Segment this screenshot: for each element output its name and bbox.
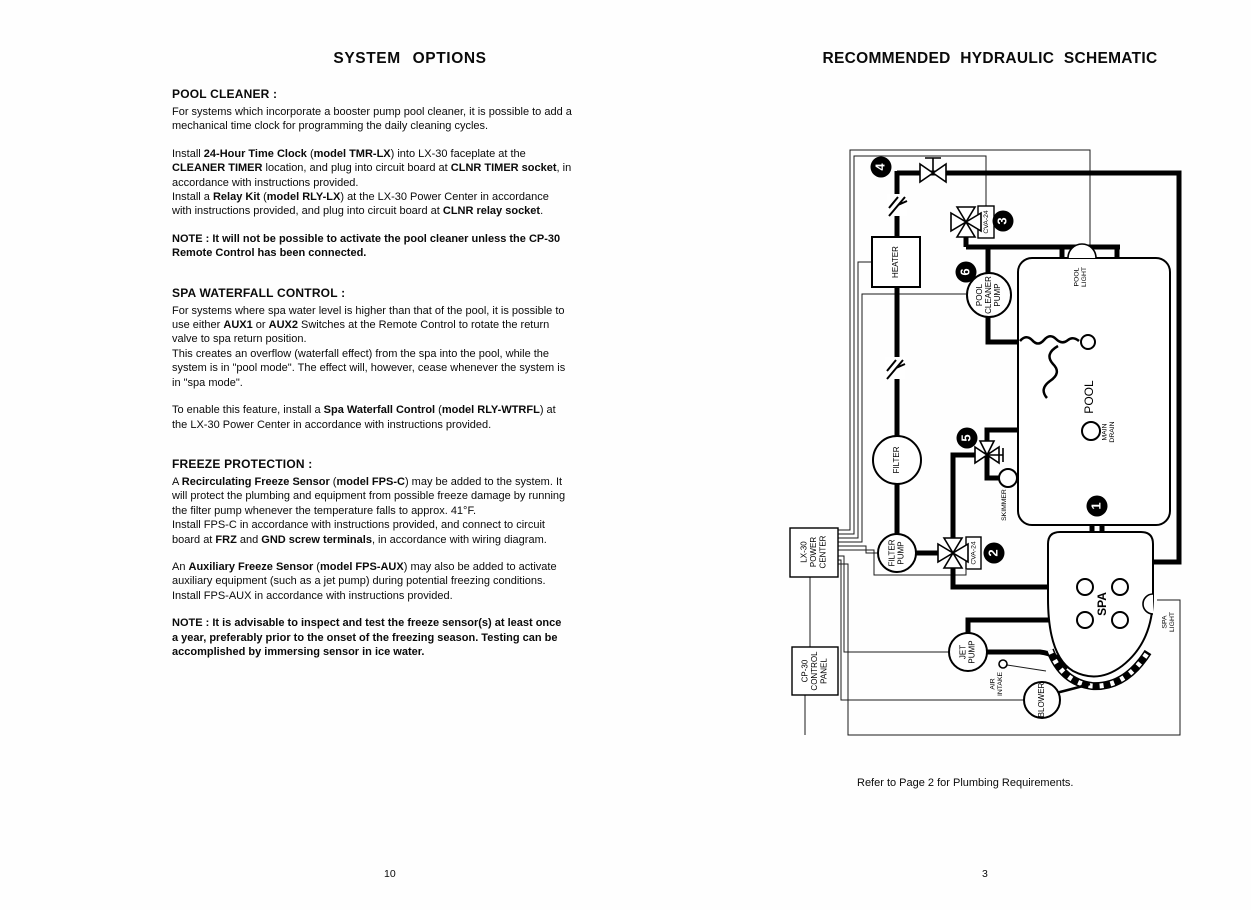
text-line xyxy=(172,418,688,432)
wire-air-intake xyxy=(1007,665,1046,671)
text-line xyxy=(172,631,688,645)
text-segment: will protect the plumbing and equipment from possible freeze damage by running xyxy=(172,490,566,503)
text-segment: Relay Kit xyxy=(212,191,261,204)
text-line xyxy=(172,403,688,417)
text-line xyxy=(172,318,688,332)
spa-jet xyxy=(1112,579,1128,595)
paragraph xyxy=(172,403,688,432)
text-line xyxy=(172,332,688,346)
right-page-title: RECOMMENDED HYDRAULIC SCHEMATIC xyxy=(822,50,1158,67)
text-line xyxy=(172,119,688,133)
power-center-label: LX-30POWERCENTER xyxy=(799,535,828,569)
text-segment: Install a xyxy=(172,191,213,204)
badge-3-num: 3 xyxy=(994,217,1010,225)
text-segment: CLNR relay socket xyxy=(442,205,541,218)
section-heading: POOL CLEANER : xyxy=(172,87,278,101)
air-intake-port xyxy=(999,660,1007,668)
paragraph xyxy=(172,616,688,659)
text-segment: ) at the LX-30 Power Center in accordance xyxy=(340,191,549,204)
skimmer-port xyxy=(999,469,1017,487)
text-line xyxy=(172,589,688,603)
text-line xyxy=(172,105,688,119)
text-segment: FRZ xyxy=(215,533,237,546)
text-segment: A xyxy=(172,475,182,488)
section-heading: FREEZE PROTECTION : xyxy=(172,456,313,471)
text-line xyxy=(172,504,688,518)
text-segment: Install FPS-AUX in accordance with instructions provided. xyxy=(172,589,453,602)
spa xyxy=(999,532,1153,693)
text-segment: use either xyxy=(172,319,224,332)
section xyxy=(172,86,688,261)
text-line xyxy=(172,304,688,318)
text-segment: An xyxy=(172,560,189,573)
text-line xyxy=(172,376,688,390)
text-segment: ( xyxy=(260,191,267,204)
main-drain-port xyxy=(1082,422,1100,440)
wire-heater xyxy=(838,262,872,538)
pool-light-label: POOLLIGHT xyxy=(1073,266,1088,288)
text-line xyxy=(172,560,688,574)
schematic-caption: Refer to Page 2 for Plumbing Requirements. xyxy=(857,777,1074,789)
text-segment: the filter pump whenever the temperature falls to approx. 41°F. xyxy=(172,504,477,517)
badge-1-num: 1 xyxy=(1088,502,1104,510)
badge-4-num: 4 xyxy=(872,163,888,171)
text-segment: For systems which incorporate a booster pump pool cleaner, it is possible to add a xyxy=(172,106,572,118)
text-line xyxy=(172,246,688,260)
text-segment: Recirculating Freeze Sensor xyxy=(181,475,330,488)
pool-label: POOL xyxy=(1082,380,1097,414)
text-line xyxy=(172,533,688,547)
text-segment: ( xyxy=(329,475,337,488)
text-segment: the LX-30 Power Center in accordance with instructions provided. xyxy=(172,418,492,431)
text-segment: ) at xyxy=(539,404,556,417)
text-segment: model TMR-LX xyxy=(313,147,391,160)
text-segment: NOTE : It will not be possible to activate the pool cleaner unless the CP-30 xyxy=(172,232,561,245)
text-segment: model FPS-C xyxy=(336,475,405,488)
text-segment: 24-Hour Time Clock xyxy=(203,147,307,160)
section xyxy=(172,456,688,659)
paragraph xyxy=(172,560,688,603)
text-line xyxy=(172,518,688,532)
text-line xyxy=(172,489,688,503)
text-segment: model RLY-LX xyxy=(266,191,341,204)
text-segment: NOTE : It is advisable to inspect and test the freeze sensor(s) at least once xyxy=(172,617,562,630)
right-page-number: 3 xyxy=(982,868,988,880)
text-segment: accordance with instructions provided. xyxy=(172,176,359,189)
text-segment: Remote Control has been connected. xyxy=(172,247,367,260)
section xyxy=(172,285,688,432)
text-line xyxy=(172,645,688,659)
paragraph xyxy=(172,232,688,261)
text-segment: AUX2 xyxy=(268,319,298,332)
text-line xyxy=(172,232,688,246)
text-segment: GND screw terminals xyxy=(261,533,372,546)
spa-jet xyxy=(1112,612,1128,628)
badge-5-num: 5 xyxy=(958,434,974,442)
text-segment: board at xyxy=(172,533,216,546)
manual-valve-4 xyxy=(920,158,946,182)
skimmer-label: SKIMMER xyxy=(1000,489,1008,521)
section-heading: SPA WATERFALL CONTROL : xyxy=(172,285,346,300)
text-segment: . xyxy=(540,205,544,218)
text-segment: a year, preferably prior to the onset of the freezing season. Testing can be xyxy=(172,631,558,644)
valve-top-label: CVA-24 xyxy=(982,210,990,234)
three-way-valve-3 xyxy=(951,207,981,237)
left-page-title: SYSTEM OPTIONS xyxy=(333,50,487,67)
paragraph xyxy=(172,105,688,134)
text-segment: To enable this feature, install a xyxy=(172,404,324,417)
spa-light-label: SPALIGHT xyxy=(1161,611,1176,633)
three-way-valve-2 xyxy=(938,538,968,568)
text-segment: system is in "pool mode". The effect will, however, cease whenever the system is xyxy=(172,362,566,375)
paragraph xyxy=(172,475,688,547)
text-segment: auxiliary equipment (such as a jet pump) during potential freezing conditions. xyxy=(172,575,546,588)
spa-label: SPA xyxy=(1095,592,1110,616)
jet-pump-label: JETPUMP xyxy=(958,640,977,664)
text-segment: with instructions provided, and plug into circuit board at xyxy=(172,205,443,218)
text-segment: or xyxy=(252,319,269,332)
pipe-cleaner-pump-out xyxy=(988,316,1020,342)
text-segment: Switches at the Remote Control to rotate the return xyxy=(297,319,550,332)
filter-pump-label: FILTERPUMP xyxy=(887,539,906,567)
wire-cleaner-pump xyxy=(838,294,966,542)
text-segment: Install FPS-C in accordance with instructions provided, and connect to circuit xyxy=(172,519,545,532)
text-segment: location, and plug into circuit board at xyxy=(262,162,451,175)
heater-label: HEATER xyxy=(891,246,901,278)
text-segment: model RLY-WTRFL xyxy=(441,404,540,417)
control-panel-label: CP-30CONTROLPANEL xyxy=(800,651,829,691)
text-segment: Install xyxy=(172,147,204,160)
text-segment: Spa Waterfall Control xyxy=(323,404,436,417)
pool-cleaner-head xyxy=(1081,335,1095,349)
text-segment: mechanical time clock for programming the daily cleaning cycles. xyxy=(172,120,489,133)
text-segment: CLNR TIMER socket xyxy=(450,162,557,175)
left-sections xyxy=(172,86,688,683)
paragraph xyxy=(172,147,688,219)
text-segment: ) into LX-30 faceplate at the xyxy=(390,147,526,160)
paragraph xyxy=(172,304,688,390)
text-line xyxy=(172,204,688,218)
text-segment: CLEANER TIMER xyxy=(172,162,263,175)
badge-2-num: 2 xyxy=(985,549,1001,557)
text-segment: , in xyxy=(556,162,572,175)
air-intake-label: AIRINTAKE xyxy=(989,671,1004,697)
text-segment: , in accordance with wiring diagram. xyxy=(371,533,547,546)
main-drain-label: MAINDRAIN xyxy=(1101,421,1116,443)
check-valve-heater xyxy=(887,194,907,216)
text-segment: ( xyxy=(306,147,314,160)
hydraulic-schematic xyxy=(780,130,1195,745)
text-segment: ) may be added to the system. It xyxy=(404,475,563,488)
left-page-number: 10 xyxy=(384,868,396,880)
text-segment: model FPS-AUX xyxy=(319,560,404,573)
pool-cleaner-pump-label: POOLCLEANERPUMP xyxy=(975,276,1003,314)
text-segment: This creates an overflow (waterfall effect) from the spa into the pool, while the xyxy=(172,347,550,360)
text-line xyxy=(172,147,688,161)
text-line xyxy=(172,475,688,489)
spa-jet xyxy=(1077,612,1093,628)
check-valve-filter xyxy=(885,357,905,379)
text-segment: in "spa mode". xyxy=(172,376,243,389)
text-segment: ( xyxy=(435,404,442,417)
blower-label: BLOWER xyxy=(1037,682,1047,718)
text-line xyxy=(172,190,688,204)
text-segment: For systems where spa water level is higher than that of the pool, it is possible to xyxy=(172,304,565,317)
text-line xyxy=(172,574,688,588)
text-segment: accomplished by immersing sensor in ice water. xyxy=(172,645,425,658)
badge-6-num: 6 xyxy=(957,268,973,276)
text-segment: Auxiliary Freeze Sensor xyxy=(188,560,314,573)
text-segment: ) may also be added to activate xyxy=(403,560,557,573)
spa-jet xyxy=(1077,579,1093,595)
text-line xyxy=(172,161,688,175)
text-segment: valve to spa return position. xyxy=(172,333,307,346)
text-line xyxy=(172,616,688,630)
text-segment: AUX1 xyxy=(223,319,253,332)
text-segment: and xyxy=(236,533,262,546)
filter-label: FILTER xyxy=(892,446,902,474)
text-line xyxy=(172,361,688,375)
text-line xyxy=(172,176,688,190)
text-segment: ( xyxy=(313,560,320,573)
valve-bottom-label: CVA-24 xyxy=(970,541,978,565)
text-line xyxy=(172,347,688,361)
